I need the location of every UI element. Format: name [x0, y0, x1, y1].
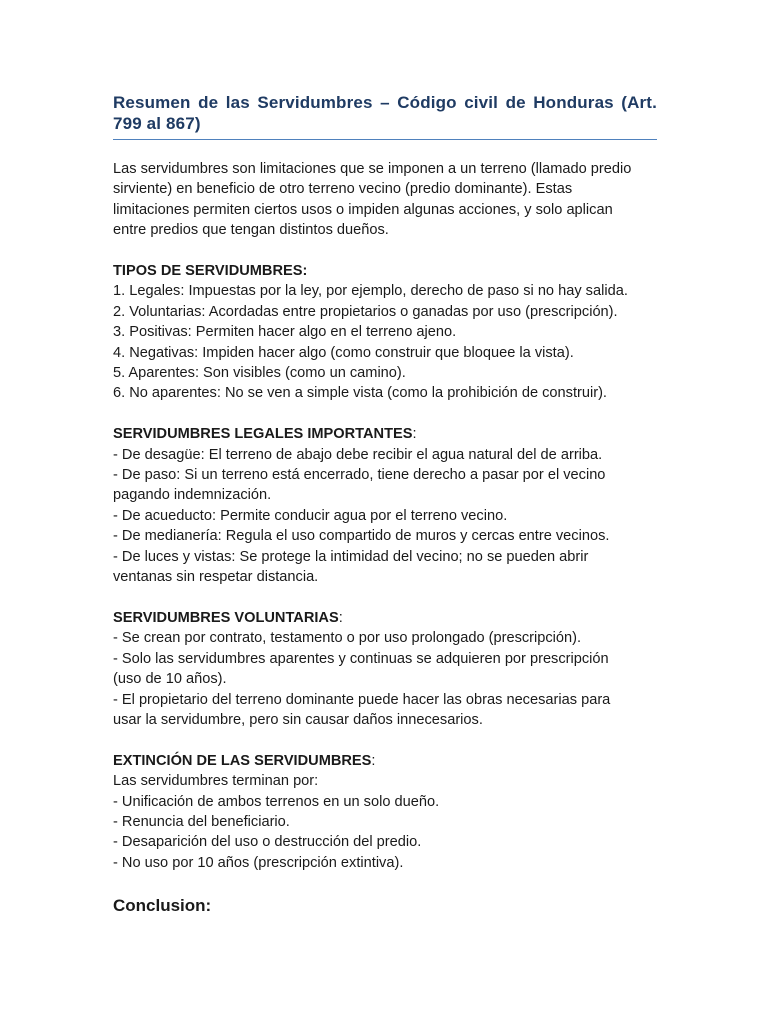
list-item: - De luces y vistas: Se protege la intimidad del vecino; no se pueden abrir	[113, 548, 589, 565]
list-item: ventanas sin respetar distancia.	[113, 569, 319, 586]
list-item: Las servidumbres terminan por:	[113, 773, 319, 790]
section-heading-line	[113, 424, 657, 444]
intro-line: limitaciones permiten ciertos usos o impiden algunas acciones, y solo aplican	[113, 201, 613, 218]
list-item: 6. No aparentes: No se ven a simple vista (como la prohibición de construir).	[113, 385, 607, 402]
list-item: - Unificación de ambos terrenos en un solo dueño.	[113, 793, 440, 810]
section-heading: SERVIDUMBRES VOLUNTARIAS	[113, 609, 339, 626]
section-heading: TIPOS DE SERVIDUMBRES:	[113, 263, 308, 280]
section-voluntarias	[113, 608, 657, 730]
section-heading-suffix: :	[371, 752, 376, 769]
list-item: - Desaparición del uso o destrucción del predio.	[113, 834, 422, 851]
section-heading-suffix: :	[338, 609, 343, 626]
list-item: - De desagüe: El terreno de abajo debe recibir el agua natural del de arriba.	[113, 446, 603, 463]
list-item: pagando indemnización.	[113, 487, 272, 504]
list-item: - De acueducto: Permite conducir agua por el terreno vecino.	[113, 507, 508, 524]
intro-line: sirviente) en beneficio de otro terreno vecino (predio dominante). Estas	[113, 181, 573, 198]
list-item: - De paso: Si un terreno está encerrado, tiene derecho a pasar por el vecino	[113, 467, 606, 484]
section-heading: EXTINCIÓN DE LAS SERVIDUMBRES	[113, 752, 372, 769]
conclusion-heading: Conclusion:	[113, 896, 212, 916]
section-heading-suffix: :	[412, 426, 417, 443]
list-item: 1. Legales: Impuestas por la ley, por ejemplo, derecho de paso si no hay salida.	[113, 283, 628, 300]
list-item: - El propietario del terreno dominante puede hacer las obras necesarias para	[113, 691, 611, 708]
list-item: 4. Negativas: Impiden hacer algo (como construir que bloquee la vista).	[113, 344, 574, 361]
list-item: - Se crean por contrato, testamento o por uso prolongado (prescripción).	[113, 630, 582, 647]
list-item: - No uso por 10 años (prescripción extintiva).	[113, 854, 404, 871]
section-heading: SERVIDUMBRES LEGALES IMPORTANTES	[113, 426, 413, 443]
list-item: 3. Positivas: Permiten hacer algo en el terreno ajeno.	[113, 324, 457, 341]
document-page	[113, 92, 657, 917]
list-item: usar la servidumbre, pero sin causar daños innecesarios.	[113, 711, 483, 728]
list-item: 2. Voluntarias: Acordadas entre propietarios o ganadas por uso (prescripción).	[113, 303, 618, 320]
list-item: (uso de 10 años).	[113, 671, 227, 688]
section-legales	[113, 424, 657, 587]
section-heading-line	[113, 261, 657, 281]
section-extincion	[113, 751, 657, 873]
list-item: 5. Aparentes: Son visibles (como un camino).	[113, 365, 406, 382]
section-tipos	[113, 261, 657, 404]
intro-paragraph	[113, 159, 657, 241]
intro-line: entre predios que tengan distintos dueños.	[113, 222, 389, 239]
section-heading-line	[113, 751, 657, 771]
list-item: - De medianería: Regula el uso compartido de muros y cercas entre vecinos.	[113, 528, 610, 545]
section-heading-line	[113, 608, 657, 628]
document-title: Resumen de las Servidumbres – Código civil de Honduras (Art. 799 al 867)	[113, 92, 657, 140]
list-item: - Solo las servidumbres aparentes y continuas se adquieren por prescripción	[113, 650, 609, 667]
list-item: - Renuncia del beneficiario.	[113, 813, 290, 830]
intro-line: Las servidumbres son limitaciones que se imponen a un terreno (llamado predio	[113, 161, 632, 177]
